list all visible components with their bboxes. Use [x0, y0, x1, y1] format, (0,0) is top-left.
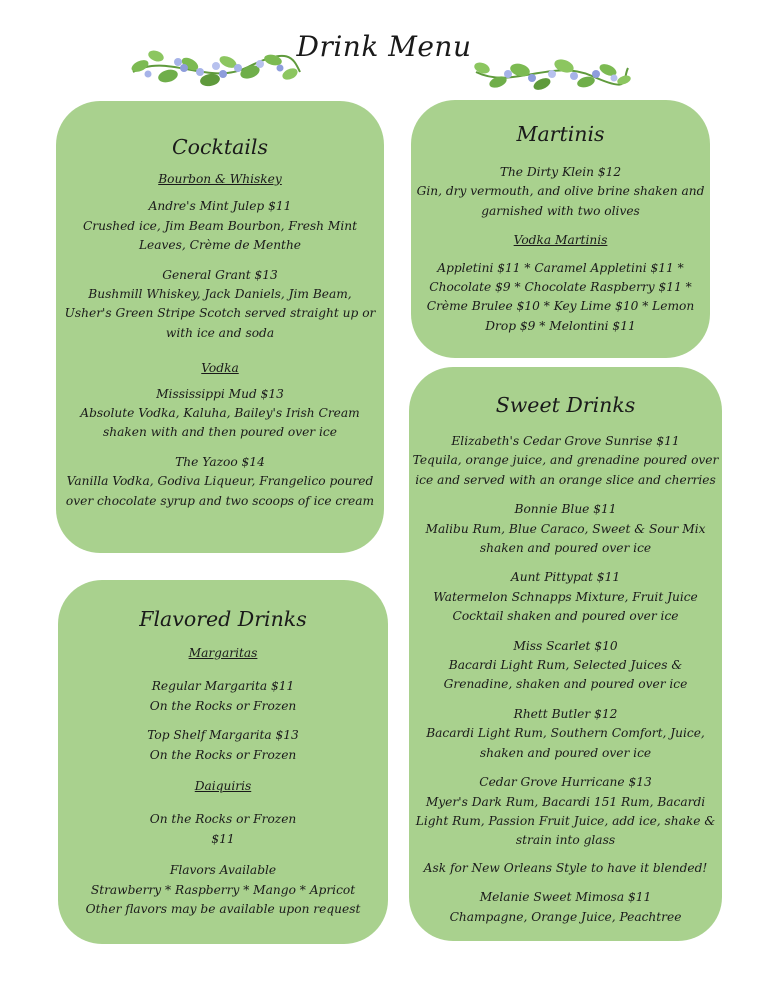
dirty-klein-desc: garnished with two olives — [481, 203, 640, 218]
flavored-drinks-panel — [58, 580, 388, 944]
rhett-butler-desc: shaken and poured over ice — [479, 745, 652, 760]
vodka-martini-list: Drop $9 * Melontini $11 — [485, 318, 636, 333]
flavors-available-heading: Flavors Available — [169, 863, 277, 878]
miss-scarlet-desc: Bacardi Light Rum, Selected Juices & — [448, 658, 683, 673]
cedar-grove-sunrise-desc: ice and served with an orange slice and cherries — [415, 472, 716, 487]
cocktails-panel — [56, 101, 384, 553]
dirty-klein-name: The Dirty Klein $12 — [499, 165, 622, 179]
vodka-martini-list: Crème Brulee $10 * Key Lime $10 * Lemon — [426, 299, 695, 314]
page-title: Drink Menu — [296, 30, 472, 63]
general-grant-name: General Grant $13 — [162, 267, 278, 282]
vodka-martini-list: Appletini $11 * Caramel Appletini $11 * — [437, 260, 684, 275]
general-grant-desc: with ice and soda — [165, 325, 275, 340]
cedar-grove-sunrise-name: Elizabeth's Cedar Grove Sunrise $11 — [451, 434, 680, 448]
regular-margarita-name: Regular Margarita $11 — [151, 679, 295, 694]
vodka-subheading: Vodka — [201, 361, 239, 376]
yazoo-desc: over chocolate syrup and two scoops of ice cream — [65, 493, 375, 508]
cedar-grove-sunrise-desc: Tequila, orange juice, and grenadine poured over — [412, 453, 719, 468]
flavors-note: Other flavors may be available upon request — [85, 902, 361, 917]
mississippi-mud-desc: shaken with and then poured over ice — [103, 425, 337, 440]
dirty-klein-desc: Gin, dry vermouth, and olive brine shaken and — [416, 184, 705, 199]
cedar-grove-hurricane-desc: Myer's Dark Rum, Bacardi 151 Rum, Bacardi — [425, 794, 706, 809]
bonnie-blue-desc: Malibu Rum, Blue Caraco, Sweet & Sour Mix — [425, 521, 706, 536]
rhett-butler-desc: Bacardi Light Rum, Southern Comfort, Juice, — [426, 726, 705, 741]
yazoo-name: The Yazoo $14 — [175, 454, 265, 469]
martinis-panel — [411, 100, 710, 358]
yazoo-desc: Vanilla Vodka, Godiva Liqueur, Frangelico poured — [66, 474, 374, 489]
margaritas-subheading: Margaritas — [188, 646, 258, 660]
martinis-heading: Martinis — [516, 122, 605, 146]
miss-scarlet-name: Miss Scarlet $10 — [513, 638, 618, 653]
new-orleans-style-note: Ask for New Orleans Style to have it blended! — [423, 860, 708, 875]
cedar-grove-hurricane-desc: strain into glass — [515, 833, 616, 848]
daiquiri-desc: On the Rocks or Frozen — [149, 812, 297, 827]
mississippi-mud-desc: Absolute Vodka, Kaluha, Bailey's Irish Cream — [80, 406, 360, 421]
sweet-mimosa-desc: Champagne, Orange Juice, Peachtree — [449, 909, 682, 924]
rhett-butler-name: Rhett Butler $12 — [513, 706, 618, 721]
sweet-mimosa-name: Melanie Sweet Mimosa $11 — [479, 890, 652, 905]
daiquiris-subheading: Daiquiris — [194, 779, 252, 794]
bourbon-whiskey-subheading: Bourbon & Whiskey — [158, 172, 282, 186]
general-grant-desc: Usher's Green Stripe Scotch served straight up or — [64, 306, 376, 321]
cedar-grove-hurricane-name: Cedar Grove Hurricane $13 — [479, 775, 652, 790]
miss-scarlet-desc: Grenadine, shaken and poured over ice — [443, 677, 688, 692]
bonnie-blue-name: Bonnie Blue $11 — [514, 502, 617, 517]
flavored-drinks-heading: Flavored Drinks — [139, 607, 307, 631]
top-shelf-margarita-desc: On the Rocks or Frozen — [149, 747, 297, 762]
cedar-grove-hurricane-desc: Light Rum, Passion Fruit Juice, add ice, shake & — [415, 813, 716, 828]
andre-mint-julep-name: Andre's Mint Julep $11 — [148, 199, 292, 214]
floral-vine-right-decoration — [472, 50, 632, 98]
bonnie-blue-desc: shaken and poured over ice — [479, 541, 652, 556]
aunt-pittypat-desc: Cocktail shaken and poured over ice — [452, 609, 679, 624]
andre-mint-julep-desc: Leaves, Crème de Menthe — [138, 238, 302, 253]
flavors-list: Strawberry * Raspberry * Mango * Apricot — [90, 882, 356, 897]
floral-vine-left-decoration — [128, 42, 303, 98]
aunt-pittypat-desc: Watermelon Schnapps Mixture, Fruit Juice — [433, 589, 698, 604]
vodka-martini-list: Chocolate $9 * Chocolate Raspberry $11 * — [429, 280, 692, 295]
cocktails-heading: Cocktails — [171, 135, 269, 159]
daiquiri-price: $11 — [211, 831, 235, 846]
regular-margarita-desc: On the Rocks or Frozen — [149, 698, 297, 713]
mississippi-mud-name: Mississippi Mud $13 — [156, 386, 284, 401]
sweet-drinks-panel — [409, 367, 722, 941]
aunt-pittypat-name: Aunt Pittypat $11 — [510, 570, 621, 585]
sweet-drinks-heading: Sweet Drinks — [495, 393, 636, 417]
andre-mint-julep-desc: Crushed ice, Jim Beam Bourbon, Fresh Mint — [82, 218, 358, 233]
vodka-martinis-subheading: Vodka Martinis — [513, 233, 608, 248]
top-shelf-margarita-name: Top Shelf Margarita $13 — [147, 728, 299, 743]
general-grant-desc: Bushmill Whiskey, Jack Daniels, Jim Beam, — [88, 287, 352, 302]
